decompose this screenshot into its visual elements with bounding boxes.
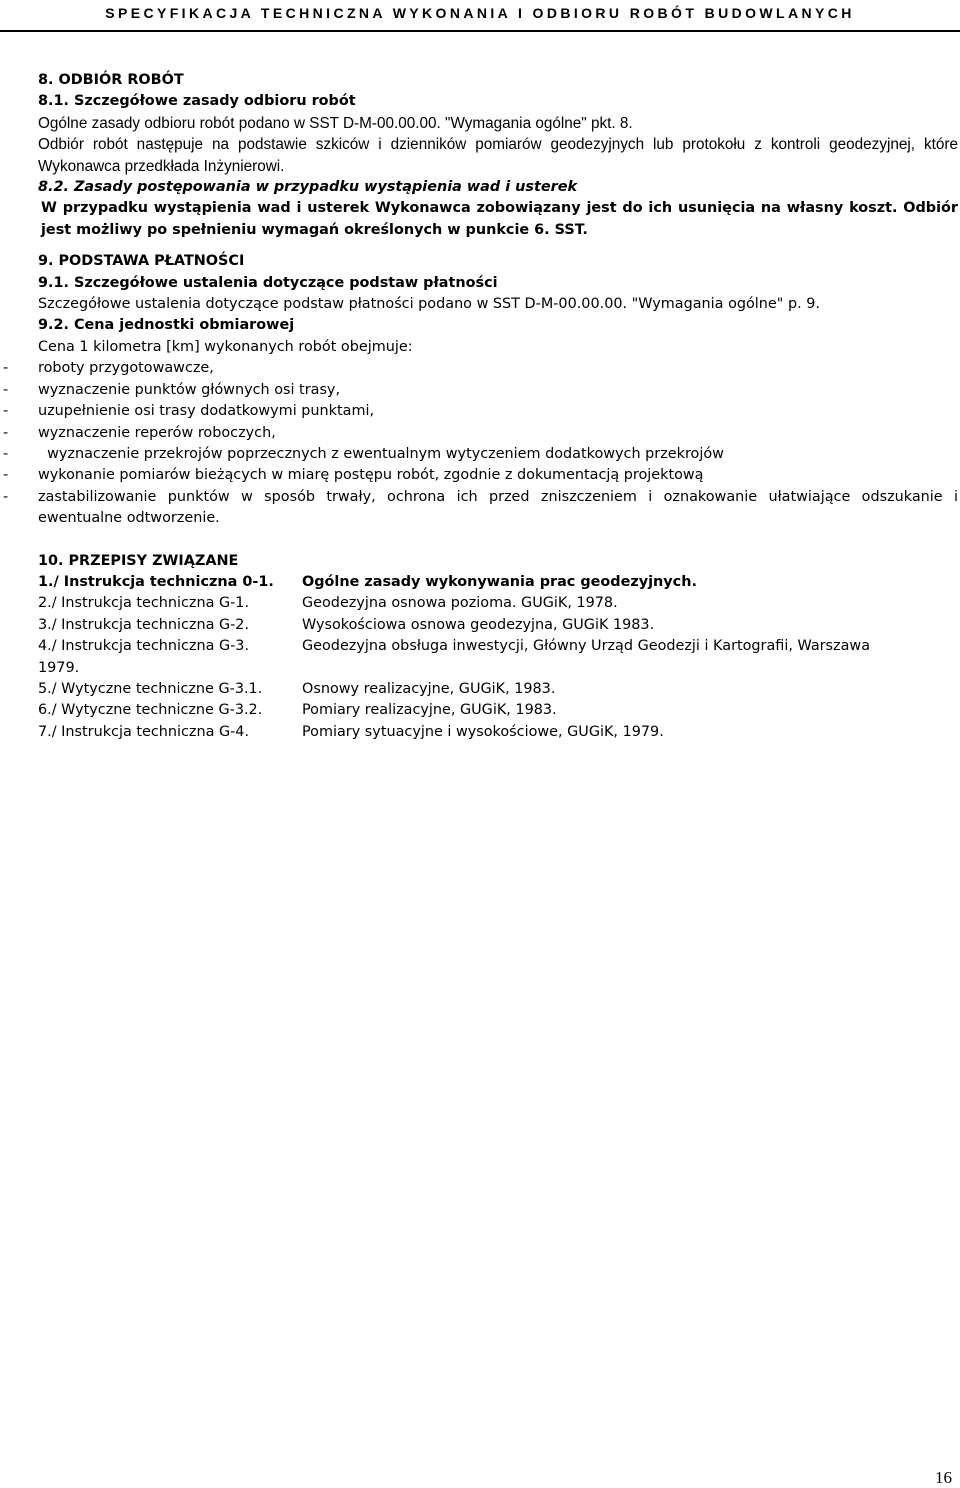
dash-marker: -	[3, 381, 9, 398]
list-item	[3, 487, 958, 530]
list-item	[3, 358, 958, 379]
reference-text: Pomiary sytuacyjne i wysokościowe, GUGiK, 1979.	[302, 723, 664, 740]
dash-marker: -	[3, 445, 9, 462]
reference-text: Osnowy realizacyjne, GUGiK, 1983.	[302, 680, 556, 697]
document-body	[3, 70, 958, 743]
reference-row	[38, 593, 958, 614]
header-title: SPECYFIKACJA TECHNICZNA WYKONANIA I ODBIORU ROBÓT BUDOWLANYCH	[105, 5, 855, 21]
section-8-2-text: W przypadku wystąpienia wad i usterek Wykonawca zobowiązany jest do ich usunięcia na własny koszt. Odbiór jest możliwy po spełnieniu wymagań określonych w punkcie 6. SST.	[41, 200, 958, 238]
list-item-text: wyznaczenie punktów głównych osi trasy,	[38, 381, 341, 398]
dash-marker: -	[3, 403, 9, 420]
section-9-2-intro: Cena 1 kilometra [km] wykonanych robót obejmuje:	[38, 338, 413, 355]
dash-marker: -	[3, 467, 9, 484]
reference-text: Geodezyjna obsługa inwestycji, Główny Urząd Geodezji i Kartografii, Warszawa	[302, 638, 871, 655]
section-8-1-line2: Odbiór robót następuje na podstawie szkiców i dzienników pomiarów geodezyjnych lub protokołu z kontroli geodezyjnej, które Wykonawca przedkłada Inżynierowi.	[38, 136, 958, 175]
list-item	[3, 444, 958, 465]
list-item-text: zastabilizowanie punktów w sposób trwały, ochrona ich przed zniszczeniem i oznakowanie ułatwiające odszukanie i ewentualne odtworzenie.	[38, 488, 958, 527]
reference-label: 3./ Instrukcja techniczna G-2.	[38, 616, 250, 633]
section-8-2-title: 8.2. Zasady postępowania w przypadku wystąpienia wad i usterek	[38, 179, 578, 196]
section-8-1-title: 8.1. Szczegółowe zasady odbioru robót	[38, 93, 356, 110]
reference-row	[38, 636, 958, 657]
reference-continuation: 1979.	[38, 659, 80, 676]
reference-label: 4./ Instrukcja techniczna G-3.	[38, 638, 250, 655]
list-item	[3, 401, 958, 422]
reference-text: Ogólne zasady wykonywania prac geodezyjnych.	[302, 573, 697, 590]
list-item	[3, 380, 958, 401]
section-8-1-line1: Ogólne zasady odbioru robót podano w SST D-M-00.00.00. "Wymagania ogólne" pkt. 8.	[38, 114, 633, 132]
list-item-text: uzupełnienie osi trasy dodatkowymi punktami,	[38, 403, 375, 420]
reference-row	[38, 615, 958, 636]
list-item	[3, 465, 958, 486]
cost-items-list	[3, 358, 958, 529]
section-9-1-title: 9.1. Szczegółowe ustalenia dotyczące podstaw płatności	[38, 274, 498, 291]
list-item-text: wykonanie pomiarów bieżących w miarę postępu robót, zgodnie z dokumentacją projektową	[38, 467, 704, 484]
reference-label: 7./ Instrukcja techniczna G-4.	[38, 723, 250, 740]
reference-row	[38, 722, 958, 743]
dash-marker: -	[3, 360, 9, 377]
list-item	[3, 423, 958, 444]
section-9-2-title	[38, 315, 958, 336]
list-item-text: roboty przygotowawcze,	[38, 360, 214, 377]
section-9-1-text: Szczegółowe ustalenia dotyczące podstaw płatności podano w SST D-M-00.00.00. "Wymagania ogólne" p. 9.	[38, 296, 820, 313]
reference-label: 6./ Wytyczne techniczne G-3.2.	[38, 702, 263, 719]
page-number: 16	[935, 1468, 952, 1487]
reference-text: Wysokościowa osnowa geodezyjna, GUGiK 1983.	[302, 616, 655, 633]
list-item-text: wyznaczenie przekrojów poprzecznych z ewentualnym wytyczeniem dodatkowych przekrojów	[38, 445, 724, 462]
section-10-title: 10. PRZEPISY ZWIĄZANE	[38, 552, 239, 569]
header-rule	[0, 30, 960, 32]
reference-row	[38, 679, 958, 700]
reference-text: Pomiary realizacyjne, GUGiK, 1983.	[302, 702, 557, 719]
reference-text: Geodezyjna osnowa pozioma. GUGiK, 1978.	[302, 595, 618, 612]
reference-row	[38, 700, 958, 721]
section-9-title: 9. PODSTAWA PŁATNOŚCI	[38, 253, 245, 270]
reference-row	[38, 572, 958, 593]
section-8-title: 8. ODBIÓR ROBÓT	[38, 72, 184, 88]
page-header	[0, 0, 960, 36]
list-item-text: wyznaczenie reperów roboczych,	[38, 424, 276, 441]
dash-marker: -	[3, 424, 9, 441]
reference-label: 5./ Wytyczne techniczne G-3.1.	[38, 680, 263, 697]
dash-marker: -	[3, 488, 9, 505]
spacer	[38, 530, 958, 551]
reference-label: 1./ Instrukcja techniczna 0-1.	[38, 573, 274, 590]
reference-label: 2./ Instrukcja techniczna G-1.	[38, 595, 250, 612]
section-9-2-title-text: 9.2. Cena jednostki obmiarowej	[38, 317, 295, 334]
spacer	[38, 241, 958, 251]
